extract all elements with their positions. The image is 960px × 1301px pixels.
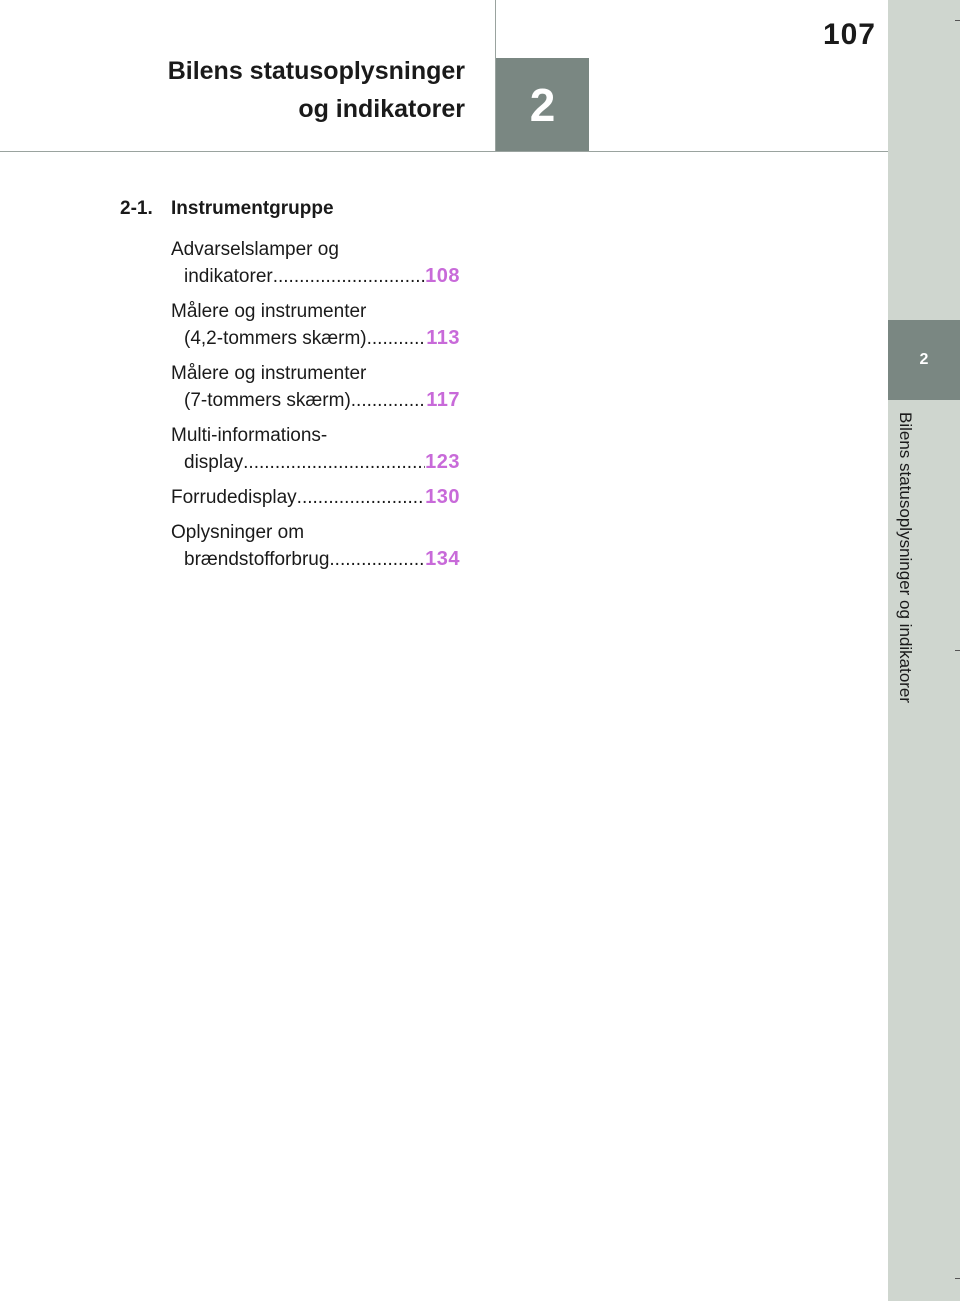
chapter-title (168, 52, 465, 128)
toc-section-number: 2-1. (120, 198, 153, 219)
toc-page-link[interactable]: 108 (425, 265, 460, 287)
toc-entry-title-cont: (4,2-tommers skærm) (184, 328, 367, 349)
crop-mark (955, 1278, 960, 1279)
toc-section-heading (120, 198, 460, 220)
toc-entry[interactable] (171, 519, 460, 573)
crop-mark (955, 650, 960, 651)
chapter-title-line-1: Bilens statusoplysninger (167, 57, 465, 85)
side-tab-chapter-number: 2 (888, 320, 960, 400)
toc-entry-title: Multi-informations- (171, 425, 328, 446)
toc-section-title: Instrumentgruppe (171, 198, 334, 219)
toc-page-link[interactable]: 113 (426, 327, 460, 349)
toc-entry-title: Målere og instrumenter (171, 363, 367, 384)
toc-entry[interactable] (171, 360, 460, 414)
toc-page-link[interactable]: 117 (426, 389, 460, 411)
toc-entry-title-cont: indikatorer (184, 266, 273, 287)
toc-entry-title: Målere og instrumenter (171, 301, 367, 322)
chapter-number-badge: 2 (496, 58, 589, 151)
toc-page-link[interactable]: 123 (425, 451, 460, 473)
toc-entry-title-cont: brændstofforbrug (184, 549, 330, 570)
side-tab-chapter-label: Bilens statusoplysninger og indikatorer (896, 412, 915, 704)
leader-dots (329, 546, 425, 573)
chapter-title-line-2: og indikatorer (298, 95, 465, 123)
toc-entry[interactable] (171, 236, 460, 290)
toc-entry[interactable] (171, 484, 460, 511)
toc-entry-title-cont: (7-tommers skærm) (184, 390, 351, 411)
leader-dots (297, 484, 425, 511)
toc-entry-title: Advarselslamper og (171, 239, 339, 260)
toc-entry[interactable] (171, 298, 460, 352)
toc-entry[interactable] (171, 422, 460, 476)
header-divider-horizontal (0, 151, 888, 152)
table-of-contents (120, 198, 460, 581)
leader-dots (273, 263, 425, 290)
crop-mark (955, 20, 960, 21)
toc-page-link[interactable]: 130 (425, 486, 460, 508)
toc-entry-title: Forrudedisplay (171, 487, 297, 508)
toc-entry-title-cont: display (184, 452, 244, 473)
leader-dots (367, 325, 427, 352)
page-number: 107 (822, 18, 876, 51)
leader-dots (351, 387, 426, 414)
toc-page-link[interactable]: 134 (425, 548, 460, 570)
toc-entry-title: Oplysninger om (171, 522, 305, 543)
leader-dots (243, 449, 425, 476)
